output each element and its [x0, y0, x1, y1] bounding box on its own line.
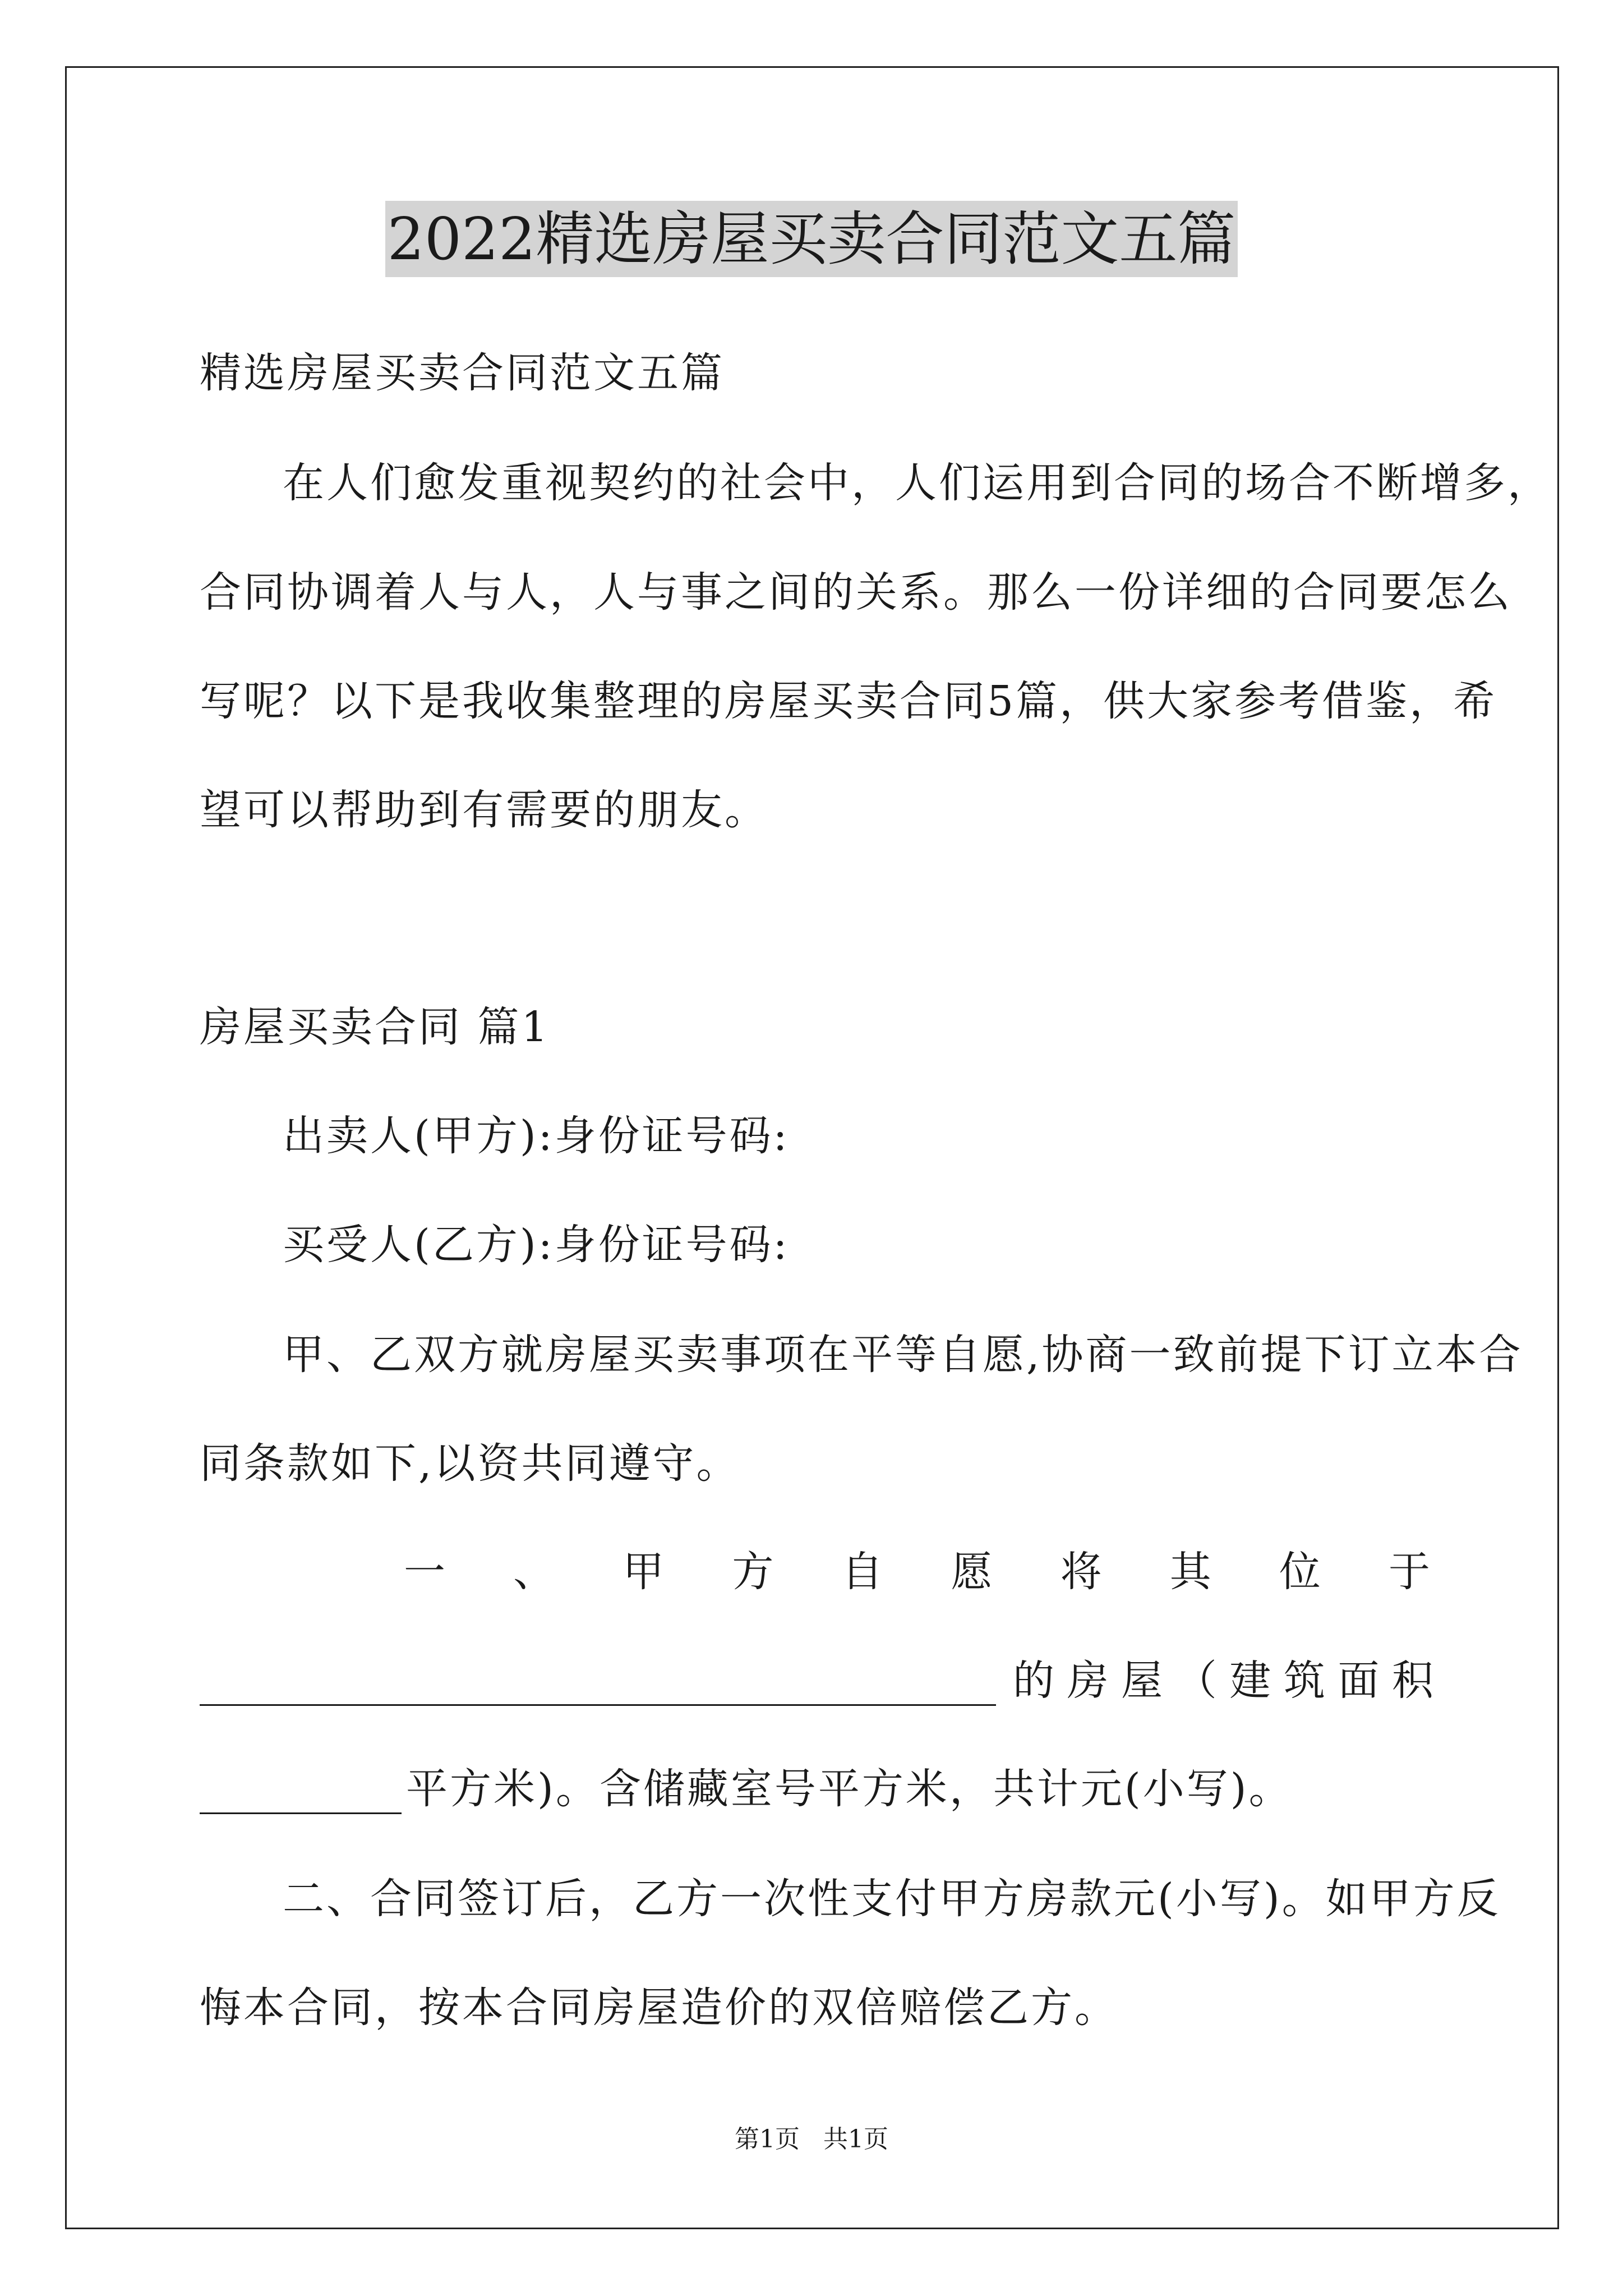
clause-one-line-1 — [404, 1544, 1430, 1600]
clause-char: 屋 — [1121, 1657, 1163, 1705]
page-number: 第1页 共1页 — [735, 2125, 888, 2154]
title-container — [0, 201, 1623, 277]
document-title: 2022精选房屋买卖合同范文五篇 — [385, 201, 1238, 277]
clause-char: 积 — [1391, 1657, 1433, 1705]
subtitle-line: 精选房屋买卖合同范文五篇 — [200, 349, 725, 397]
clause-char: 一 — [404, 1548, 445, 1596]
area-text: 平方米)。含储藏室号平方米，共计元(小写)。 — [406, 1765, 1293, 1813]
section-heading: 房屋买卖合同 篇1 — [200, 1003, 550, 1051]
clause-char: 房 — [1067, 1657, 1109, 1705]
clause-char: 甲 — [623, 1548, 665, 1596]
area-blank — [200, 1771, 402, 1814]
buyer-line: 买受人(乙方):身份证号码: — [283, 1221, 790, 1269]
clause-char: 位 — [1279, 1548, 1321, 1596]
intro-paragraph-line-2: 合同协调着人与人，人与事之间的关系。那么一份详细的合同要怎么 — [200, 568, 1512, 616]
clause-char: 、 — [513, 1548, 555, 1596]
clause-char: 筑 — [1283, 1657, 1325, 1705]
location-blank — [200, 1663, 996, 1706]
clause-char: 方 — [732, 1548, 774, 1596]
intro-paragraph-line-4: 望可以帮助到有需要的朋友。 — [200, 786, 768, 834]
clause-one-line-2 — [200, 1653, 1433, 1709]
intro-paragraph-line-1: 在人们愈发重视契约的社会中，人们运用到合同的场合不断增多， — [283, 459, 1551, 507]
preamble-line-1: 甲、乙双方就房屋买卖事项在平等自愿,协商一致前提下订立本合 — [283, 1331, 1523, 1379]
clause-char: 其 — [1169, 1548, 1211, 1596]
preamble-line-2: 同条款如下,以资共同遵守。 — [200, 1439, 740, 1488]
clause-char: 面 — [1338, 1657, 1380, 1705]
clause-char: （ — [1175, 1657, 1217, 1705]
clause-char: 的 — [1013, 1657, 1054, 1705]
intro-paragraph-line-3: 写呢？以下是我收集整理的房屋买卖合同5篇，供大家参考借鉴，希 — [200, 677, 1497, 725]
clause-one-line-3 — [200, 1761, 1433, 1817]
house-area-text — [1013, 1653, 1433, 1709]
clause-char: 建 — [1229, 1657, 1271, 1705]
clause-two-line-2: 悔本合同，按本合同房屋造价的双倍赔偿乙方。 — [200, 1984, 1118, 2032]
clause-char: 自 — [841, 1548, 883, 1596]
clause-char: 于 — [1388, 1548, 1430, 1596]
seller-line: 出卖人(甲方):身份证号码: — [283, 1112, 790, 1160]
clause-char: 将 — [1060, 1548, 1102, 1596]
clause-two-line-1: 二、合同签订后，乙方一次性支付甲方房款元(小写)。如甲方反 — [283, 1875, 1501, 1923]
clause-char: 愿 — [951, 1548, 993, 1596]
